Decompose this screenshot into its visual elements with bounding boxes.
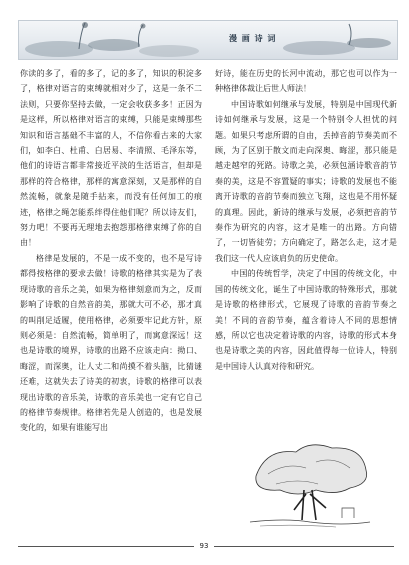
left-column	[20, 66, 202, 536]
lotus-ink-decoration	[19, 21, 397, 59]
right-column	[215, 66, 397, 406]
paragraph: 中国的传统哲学，决定了中国的传统文化，中国的传统文化，诞生了中国诗歌的特殊形式，那就是诗歌的格律形式，它展现了诗歌的音韵节奏之美！不同的音韵节奏，蕴含着诗人不同的思想情感，所以它也决定着诗歌的内容，诗歌的形式本身也是诗歌之美的内容，因此值得每一位诗人，特别是中国诗人认真对待和研究。	[215, 269, 397, 371]
header-title: 漫 画 诗 词	[229, 34, 277, 43]
paragraph: 中国诗歌如何继承与发展，特别是中国现代新诗如何继承与发展，这是一个特别令人担忧的问题。如果只考虑所谓的自由，丢掉音韵节奏美而不顾，为了区别于散文而走向深奥、晦涩，那只能是越走越窄的死路。诗歌之美，必须包涵诗歌音韵节奏的美，这是不容置疑的事实；诗歌的发展也不能离开诗歌的音韵节奏而独立飞翔，这也是不用怀疑的真理。因此，新诗的继承与发展，必须把音韵节奏作为研究的内容，这才是唯一的出路。方向错了，一切皆徒劳；方向确定了，路怎么走，这才是我们这一代人应该肩负的历史使命。	[215, 99, 397, 263]
paragraph: 好诗，能在历史的长河中流动，那它也可以作为一种格律体裁让后世人师法！	[215, 69, 397, 94]
paragraph: 格律是发展的，不是一成不变的，也不是写诗都得按格律的要求去做！诗歌的格律其实是为了表现诗歌的音乐之美，如果为格律刻意而为之，反而影响了诗歌的自然音韵美，那就大可不必，那才真的叫削足适履，使用格律，必须要牢记此方针，原则必须是：自然流畅，简单明了，而寓意深远！这也是诗歌的境界，诗歌的出路不应该走向：拗口、晦涩，而深奥，让人丈二和尚摸不着头脑，比猜谜还难，这就失去了诗美的初衷，诗歌的格律可以表现出诗歌的音乐美，诗歌的音乐美也一定有它自己的格律节奏规律。格律若先是人创造的，也是发展变化的，如果有谁能写出	[20, 253, 202, 433]
page-number: 93	[194, 540, 214, 552]
header-banner	[18, 20, 398, 60]
tree-sketch-illustration	[246, 438, 374, 530]
paragraph: 你读的多了，看的多了，记的多了，知识的积淀多了，格律对语言的束缚就相对少了，这是一条不二法则，只要你坚持去做，一定会收获多多！正因为是这样，所以格律对语言的束缚，只能是束缚那些知识和语言基础不丰富的人，不信你看古来的大家们，如李白、杜甫、白居易、李清照、毛泽东等，他们的诗语言都非常接近平淡的生活语言，但却是那样的符合格律，那样的寓意深刻，又是那样的自然流畅，就象是随手拈来，而没有任何加工的痕迹，格律之绳怎能系绊得住他们呢？所以诗友们，努力吧！不要再无理地去抱怨那格律束缚了你的自由！	[20, 69, 202, 248]
